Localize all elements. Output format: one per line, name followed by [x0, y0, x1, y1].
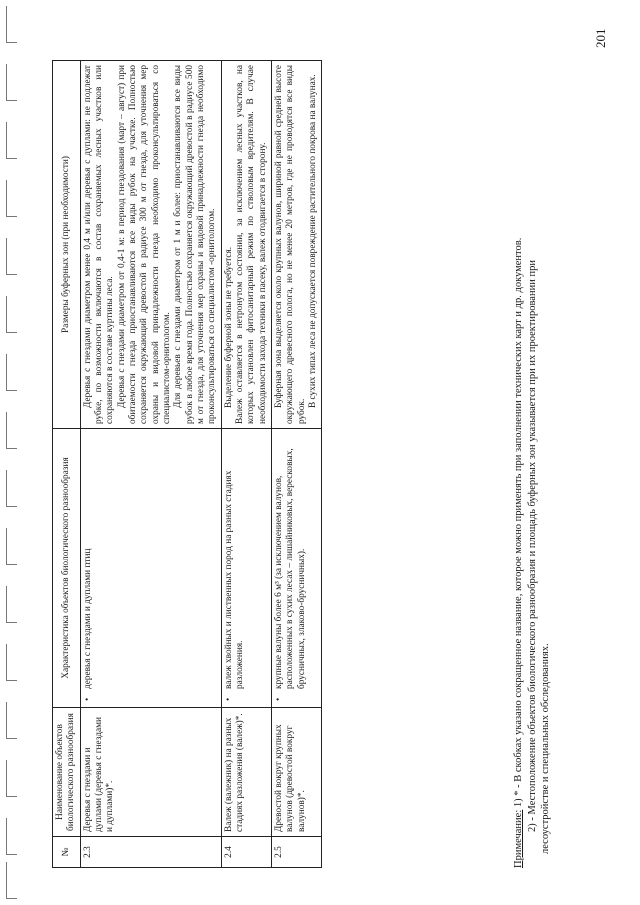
row-number: 2.4: [221, 837, 271, 868]
rotated-sheet: [52, 28, 592, 868]
object-characteristics: [80, 429, 221, 708]
characteristic-item: • деревья с гнездами и дуплами птиц: [83, 433, 94, 693]
table-row: [80, 61, 221, 868]
buffer-paragraph: Валеж оставляется в нетронутом состоянии, за исключением лесных участков, на которых установлен фитосанитарный режим по стволовым вредителям. В случае необходимости захода техники в пасеку, валеж отодвигается в сторону.: [234, 65, 268, 424]
binder-margin: [0, 0, 32, 905]
row-number: 2.5: [271, 837, 321, 868]
biodiversity-table: [52, 60, 322, 868]
object-name: Деревья с гнездами и дуплами (деревья с гнездами и дуплами)*.: [80, 708, 221, 837]
characteristic-item: • валеж хвойных и лиственных пород на разных стадиях разложения.: [224, 433, 247, 693]
binder-hole: [6, 702, 17, 739]
header-num: №: [53, 837, 81, 868]
buffer-paragraph: Деревья с гнездами диаметром менее 0,4 м и/или деревья с дуплами: не подлежат рубке, по возможности включаются в состав сохраняемых лесных участков или сохраняются в составе куртины леса.: [82, 65, 116, 424]
buffer-paragraph: В сухих типах леса не допускается повреждение растительного покрова на валунах.: [307, 74, 318, 408]
binder-hole: [6, 64, 17, 101]
note-label: Примечание:: [513, 809, 524, 868]
header-characteristics: Характеристика объектов биологического разнообразия: [53, 429, 81, 708]
binder-hole: [6, 862, 17, 899]
binder-hole: [6, 586, 17, 623]
binder-hole: [6, 528, 17, 565]
header-buffer-size: Размеры буферных зон (при необходимости): [53, 61, 81, 429]
buffer-zone-text: [80, 61, 221, 429]
page-number: 201: [593, 28, 608, 48]
binder-hole: [6, 644, 17, 681]
row-number: 2.3: [80, 837, 221, 868]
binder-hole: [6, 296, 17, 333]
binder-hole: [6, 6, 17, 43]
buffer-zone-text: [221, 61, 271, 429]
binder-hole: [6, 412, 17, 449]
table-header-row: [53, 61, 81, 868]
footnote-line: лесоустройстве и специальных обследованиях.: [540, 643, 552, 854]
footnote-line: [512, 60, 526, 868]
buffer-zone-text: [271, 61, 321, 429]
object-characteristics: [271, 429, 321, 708]
binder-hole: [6, 818, 17, 855]
table-row: [221, 61, 271, 868]
buffer-paragraph: Для деревьев с гнездами диаметром от 1 м и более: приостанавливаются все виды рубок в любое время года. Полностью сохраняется окружающий древостой в радиусе 500 м от гнезда, для уточнения мер охраны и видовой принадлежности гнезда необходимо проконсультироваться со специалистом -орнитологом.: [173, 65, 218, 424]
buffer-paragraph: Деревья с гнездами диаметром от 0,4-1 м: в период гнездования (март – август) при обитаемости гнезда приостанавливаются все виды рубок на участке. Полностью сохраняется окружающий древостой в радиусе 300 м от гнезда, для уточнения мер охраны и видовой принадлежности гнезда необходимо проконсультироваться со специалистом-орнитологом.: [116, 65, 172, 424]
binder-hole: [6, 354, 17, 391]
binder-hole: [6, 180, 17, 217]
binder-hole: [6, 122, 17, 159]
binder-hole: [6, 760, 17, 797]
footnote-line: 2) - Местоположение объектов биологического разнообразия и площадь буферных зон указывается при их проектировании при: [526, 260, 538, 832]
object-name: Валеж (валежник) на разных стадиях разложения (валеж)*.: [221, 708, 271, 837]
object-name: Древостой вокруг крупных валунов (древостой вокруг валунов)*.: [271, 708, 321, 837]
object-characteristics: [221, 429, 271, 708]
characteristic-item: • крупные валуны более 6 м³ (за исключением валунов, расположенных в сухих лесах – лишайниковых, вересковых, брусничных, злаково-брусничных).: [274, 433, 308, 693]
footnotes: [512, 60, 553, 868]
binder-hole: [6, 470, 17, 507]
buffer-paragraph: Выделение буферной зоны не требуется.: [223, 246, 234, 408]
note-text: 1) * - В скобках указано сокращенное название, которое можно применять при заполнении технических карт и др. документов.: [513, 237, 524, 810]
buffer-paragraph: Буферная зона выделяется около крупных валунов, шириной равной средней высоте окружающего древесного полога, но не менее 20 метров, где не проводятся все виды рубок.: [273, 65, 307, 424]
header-name: Наименование объектов биологического разнообразия: [53, 708, 81, 837]
table-row: [271, 61, 321, 868]
binder-hole: [6, 238, 17, 275]
